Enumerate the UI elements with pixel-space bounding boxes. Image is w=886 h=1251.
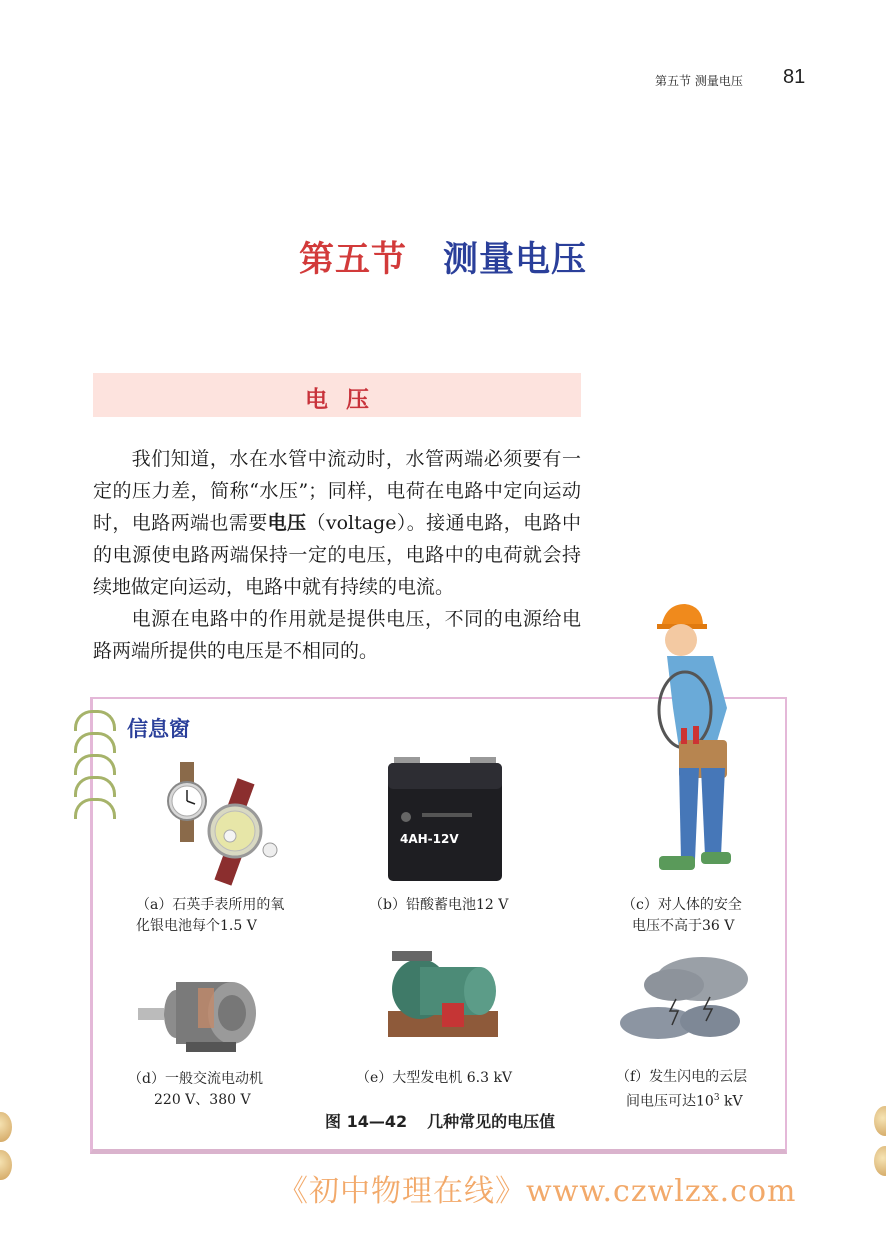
caption-c-line2: 电压不高于36 V xyxy=(632,918,735,934)
watermark: 《初中物理在线》www.czwlzx.com xyxy=(278,1174,797,1209)
caption-d-line2: 220 V、380 V xyxy=(154,1092,251,1108)
header-section-title: 第五节 测量电压 xyxy=(655,74,743,88)
caption-d xyxy=(128,1069,263,1111)
caption-e: （e）大型发电机 6.3 kV xyxy=(356,1070,513,1086)
electrician-worker-image xyxy=(643,598,748,878)
figure-title: 几种常见的电压值 xyxy=(427,1112,556,1131)
subheading-text: 电压 xyxy=(305,387,387,413)
lead-acid-battery-image xyxy=(386,755,504,883)
caption-f-exponent: 3 xyxy=(713,1093,720,1103)
quartz-watch-image xyxy=(160,758,280,888)
page-title xyxy=(0,232,886,282)
edge-decoration-icon xyxy=(874,1146,886,1176)
caption-d-line1: （d）一般交流电动机 xyxy=(128,1071,263,1087)
caption-c xyxy=(622,895,742,937)
info-window-title: 信息窗 xyxy=(127,717,190,741)
figure-caption xyxy=(325,1109,555,1132)
paragraph-2 xyxy=(93,603,581,667)
binder-rings-icon xyxy=(74,708,114,818)
paragraph-2-text: 电源在电路中的作用就是提供电压，不同的电源给电路两端所提供的电压是不相同的。 xyxy=(93,608,581,662)
battery-label: 4AH-12V xyxy=(400,832,459,846)
caption-f-suffix: kV xyxy=(719,1093,743,1110)
edge-decoration-icon xyxy=(0,1150,12,1180)
title-section-label: 第五节 xyxy=(298,240,407,280)
ac-motor-image xyxy=(138,964,260,1056)
subheading-band xyxy=(93,373,581,417)
caption-f-line2 xyxy=(616,1088,747,1113)
paragraph-1-term: 电压 xyxy=(267,512,307,534)
edge-decoration-icon xyxy=(874,1106,886,1136)
caption-b: （b）铅酸蓄电池12 V xyxy=(369,897,509,913)
paragraph-1-after: （voltage）。接通电路，电路中的电源使电路两端保持一定的电压，电路中的电荷就会持续地做定向运动，电路中就有持续的电流。 xyxy=(93,512,581,598)
caption-f xyxy=(616,1067,747,1113)
caption-a-line1: （a）石英手表所用的氧 xyxy=(136,897,285,913)
paragraph-1 xyxy=(93,443,581,603)
caption-f-line1: （f）发生闪电的云层 xyxy=(616,1069,748,1085)
caption-a xyxy=(136,895,284,937)
lightning-clouds-image xyxy=(618,955,752,1045)
page-number: 81 xyxy=(783,66,806,88)
edge-decoration-icon xyxy=(0,1112,12,1142)
running-header xyxy=(655,66,815,92)
paragraph-1-before: 我们知道，水在水管中流动时，水管两端必须要有一定的压力差，简称“水压”；同样，电荷在电路中定向运动时，电路两端也需要 xyxy=(93,448,581,534)
title-topic: 测量电压 xyxy=(443,240,588,280)
caption-c-line1: （c）对人体的安全 xyxy=(622,897,742,913)
caption-a-line2: 化银电池每个1.5 V xyxy=(136,918,257,934)
generator-image xyxy=(384,945,502,1043)
caption-f-prefix: 间电压可达10 xyxy=(626,1093,714,1110)
figure-number: 图 14—42 xyxy=(325,1112,408,1131)
